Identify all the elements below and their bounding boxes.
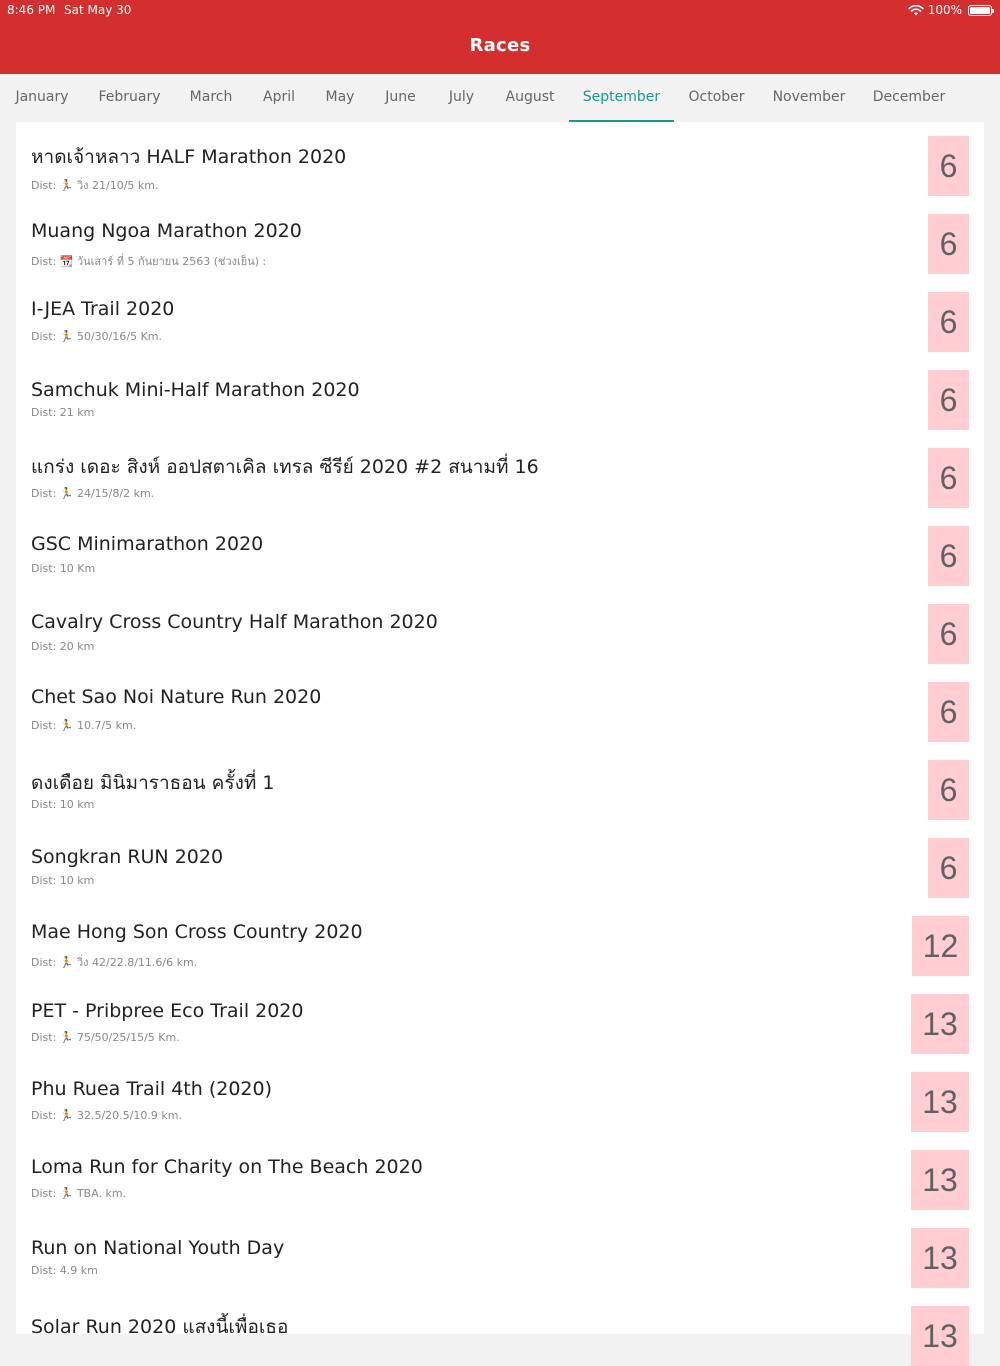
race-row[interactable] (16, 592, 984, 670)
day-badge: 6 (928, 136, 969, 196)
race-list (16, 122, 984, 1354)
race-distance: Dist: 10 km (31, 798, 95, 811)
race-name: GSC Minimarathon 2020 (31, 533, 264, 555)
race-name: Songkran RUN 2020 (31, 846, 224, 868)
day-badge: 13 (911, 994, 969, 1054)
day-badge: 6 (928, 760, 969, 820)
race-row[interactable] (16, 670, 984, 748)
race-distance: Dist: 🏃 32.5/20.5/10.9 km. (31, 1109, 182, 1122)
race-name: Run on National Youth Day (31, 1237, 285, 1259)
tab-july[interactable]: July (448, 89, 475, 105)
month-tabs (0, 74, 1000, 122)
status-date: Sat May 30 (64, 3, 132, 17)
status-time: 8:46 PM (7, 3, 56, 17)
race-name: Muang Ngoa Marathon 2020 (31, 220, 302, 242)
day-badge: 6 (928, 682, 969, 742)
race-distance: Dist: 10 Km (31, 562, 96, 575)
tab-august[interactable]: August (505, 89, 555, 105)
day-badge: 6 (928, 214, 969, 274)
race-row[interactable] (16, 1060, 984, 1138)
race-row[interactable] (16, 1294, 984, 1354)
tab-september[interactable]: September (569, 74, 674, 122)
race-distance: Dist: 🏃 TBA. km. (31, 1187, 127, 1200)
day-badge: 13 (911, 1306, 969, 1366)
race-name: I-JEA Trail 2020 (31, 298, 175, 320)
tab-april[interactable]: April (263, 89, 295, 105)
tab-january[interactable]: January (15, 89, 69, 105)
status-bar (0, 0, 1000, 20)
race-distance: Dist: 🏃 วิ่ง 42/22.8/11.6/6 km. (31, 956, 198, 969)
race-name: ดงเดือย มินิมาราธอน ครั้งที่ 1 (31, 772, 275, 794)
day-badge: 13 (911, 1228, 969, 1288)
battery-icon (968, 5, 992, 16)
day-badge: 6 (928, 526, 969, 586)
tab-may[interactable]: May (325, 89, 355, 105)
race-name: หาดเจ้าหลาว HALF Marathon 2020 (31, 146, 347, 168)
race-row[interactable] (16, 202, 984, 280)
race-name: แกร่ง เดอะ สิงห์ ออปสตาเคิล เทรล ซีรีย์ 2020 #2 สนามที่ 16 (31, 456, 539, 478)
page-title: Races (469, 35, 531, 56)
tab-december[interactable]: December (872, 89, 946, 105)
battery-percentage: 100% (927, 3, 962, 17)
race-name: Cavalry Cross Country Half Marathon 2020 (31, 611, 438, 633)
race-row[interactable] (16, 436, 984, 514)
tab-june[interactable]: June (385, 89, 416, 105)
race-name: Samchuk Mini-Half Marathon 2020 (31, 379, 360, 401)
race-distance: Dist: 🏃 75/50/25/15/5 Km. (31, 1031, 180, 1044)
day-badge: 6 (928, 838, 969, 898)
day-badge: 12 (912, 916, 969, 976)
tab-february[interactable]: February (98, 89, 161, 105)
race-distance: Dist: 🏃 10.7/5 km. (31, 719, 137, 732)
race-distance: Dist: 🏃 24/15/8/2 km. (31, 487, 155, 500)
day-badge: 13 (911, 1150, 969, 1210)
race-row[interactable] (16, 826, 984, 904)
race-distance: Dist: 21 km (31, 406, 95, 419)
day-badge: 6 (928, 448, 969, 508)
app-header (0, 0, 1000, 74)
race-name: Chet Sao Noi Nature Run 2020 (31, 686, 322, 708)
race-distance: Dist: 10 km (31, 874, 95, 887)
race-row[interactable] (16, 514, 984, 592)
race-distance: Dist: 🏃 50/30/16/5 Km. (31, 330, 162, 343)
day-badge: 6 (928, 292, 969, 352)
day-badge: 6 (928, 604, 969, 664)
race-distance: Dist: 4.9 km (31, 1264, 98, 1277)
race-row[interactable] (16, 124, 984, 202)
race-distance: Dist: 📆 วันเสาร์ ที่ 5 กันยายน 2563 (ช่วงเย็น) : (31, 255, 267, 268)
race-name: Solar Run 2020 แสงนี้เพื่อเธอ (31, 1316, 289, 1338)
wifi-icon (908, 4, 924, 16)
race-name: PET - Pribpree Eco Trail 2020 (31, 1000, 304, 1022)
race-row[interactable] (16, 1138, 984, 1216)
tab-november[interactable]: November (772, 89, 846, 105)
status-indicators (908, 3, 992, 17)
day-badge: 13 (911, 1072, 969, 1132)
race-distance: Dist: 🏃 วิ่ง 21/10/5 km. (31, 179, 159, 192)
day-badge: 6 (928, 370, 969, 430)
race-row[interactable] (16, 748, 984, 826)
race-name: Phu Ruea Trail 4th (2020) (31, 1078, 273, 1100)
tab-march[interactable]: March (189, 89, 233, 105)
race-row[interactable] (16, 904, 984, 982)
race-name: Mae Hong Son Cross Country 2020 (31, 921, 363, 943)
race-row[interactable] (16, 280, 984, 358)
race-name: Loma Run for Charity on The Beach 2020 (31, 1156, 423, 1178)
tab-october[interactable]: October (688, 89, 745, 105)
race-row[interactable] (16, 1216, 984, 1294)
race-row[interactable] (16, 358, 984, 436)
race-row[interactable] (16, 982, 984, 1060)
race-distance: Dist: 20 km (31, 640, 95, 653)
